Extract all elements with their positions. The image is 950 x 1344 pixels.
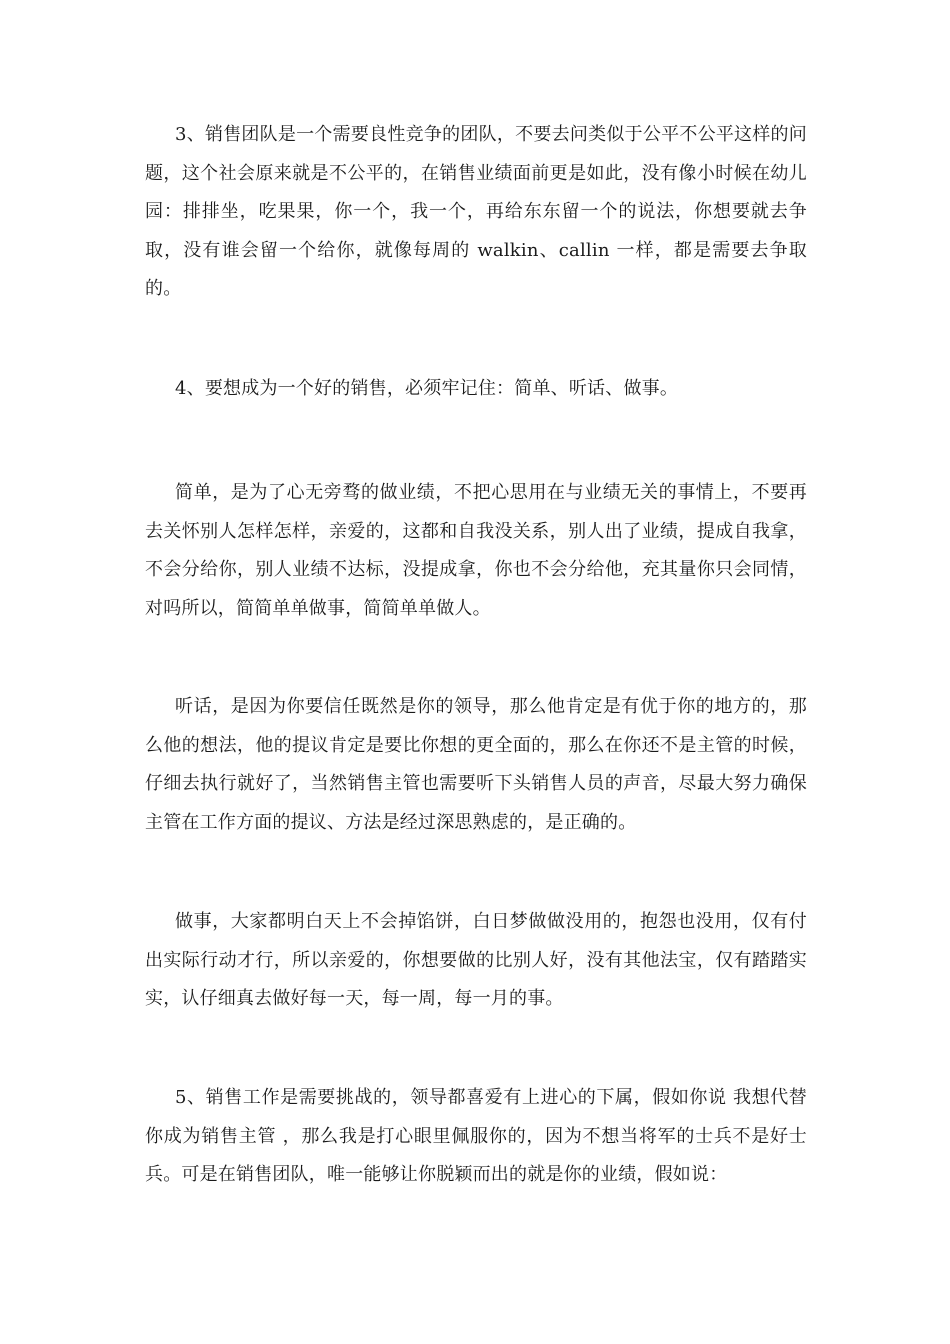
paragraph-listen: 听话，是因为你要信任既然是你的领导，那么他肯定是有优于你的地方的，那么他的想法，他的提议肯定是要比你想的更全面的，那么在你还不是主管的时候，仔细去执行就好了，当然销售主管也需要听下头销售人员的声音，尽最大努力确保主管在工作方面的提议、方法是经过深思熟虑的，是正确的。 [145,696,807,833]
paragraph-simple: 简单，是为了心无旁骛的做业绩，不把心思用在与业绩无关的事情上，不要再去关怀别人怎样怎样，亲爱的，这都和自我没关系，别人出了业绩，提成自我拿，不会分给你，别人业绩不达标，没提成拿，你也不会分给他，充其量你只会同情，对吗所以，简简单单做事，简简单单做人。 [145,482,807,619]
paragraph-3-sales-team-competition: 3、销售团队是一个需要良性竞争的团队，不要去问类似于公平不公平这样的问题，这个社会原来就是不公平的，在销售业绩面前更是如此，没有像小时候在幼儿园：排排坐，吃果果，你一个，我一个，再给东东留一个的说法，你想要就去争取，没有谁会留一个给你，就像每周的 walkin、callin 一样，都是需要去争取的。 [145,124,807,299]
paragraph-4-good-salesperson: 4、要想成为一个好的销售，必须牢记住：简单、听话、做事。 [175,378,679,399]
paragraph-5-challenge: 5、销售工作是需要挑战的，领导都喜爱有上进心的下属，假如你说 我想代替你成为销售主管 ，那么我是打心眼里佩服你的，因为不想当将军的士兵不是好士兵。可是在销售团队，唯一能够让你脱颖而出的就是你的业绩，假如说： [145,1087,807,1185]
paragraph-do-work: 做事，大家都明白天上不会掉馅饼，白日梦做做没用的，抱怨也没用，仅有付出实际行动才行，所以亲爱的，你想要做的比别人好，没有其他法宝，仅有踏踏实实，认仔细真去做好每一天，每一周，每一月的事。 [145,911,807,1009]
